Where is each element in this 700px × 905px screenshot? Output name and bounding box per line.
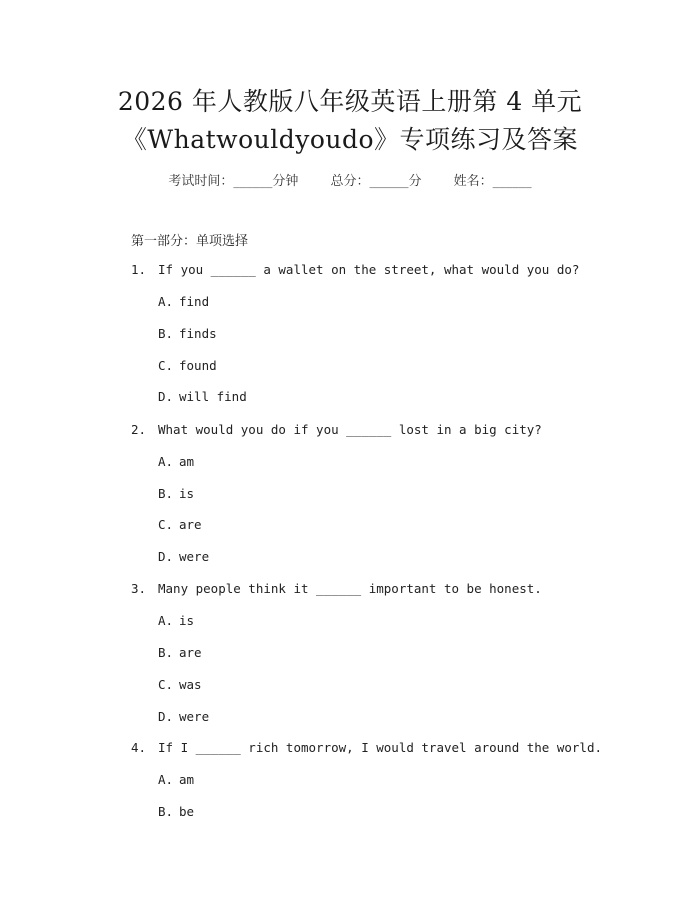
exam-meta xyxy=(0,170,700,189)
option-text: find xyxy=(179,294,210,309)
option-1-c xyxy=(158,358,217,373)
option-text: is xyxy=(179,486,195,501)
option-letter: C. xyxy=(158,677,174,692)
question-text: If I ______ rich tomorrow, I would travel around the world. xyxy=(158,740,603,755)
document-title-line-1: 2026 年人教版八年级英语上册第 4 单元 xyxy=(117,87,583,116)
option-3-b xyxy=(158,645,202,660)
section-title: 第一部分：单项选择 xyxy=(131,234,249,249)
option-text: am xyxy=(179,454,195,469)
question-3 xyxy=(131,581,542,596)
option-2-a xyxy=(158,454,194,469)
question-4 xyxy=(131,740,602,755)
option-letter: A. xyxy=(158,772,174,787)
option-letter: A. xyxy=(158,454,174,469)
option-letter: B. xyxy=(158,645,174,660)
option-text: were xyxy=(179,549,210,564)
question-number: 2. xyxy=(131,422,147,437)
option-text: be xyxy=(179,804,195,819)
question-number: 3. xyxy=(131,581,147,596)
total-score-label: 总分：______分 xyxy=(330,174,422,189)
option-text: are xyxy=(179,517,202,532)
option-1-a xyxy=(158,294,209,309)
option-2-b xyxy=(158,486,194,501)
document-title-line-2: 《Whatwouldyoudo》专项练习及答案 xyxy=(121,125,579,154)
question-number: 1. xyxy=(131,262,147,277)
option-letter: B. xyxy=(158,804,174,819)
option-4-a xyxy=(158,772,194,787)
option-letter: A. xyxy=(158,294,174,309)
question-number: 4. xyxy=(131,740,147,755)
option-text: are xyxy=(179,645,202,660)
option-2-d xyxy=(158,549,209,564)
question-2 xyxy=(131,422,542,437)
option-letter: A. xyxy=(158,613,174,628)
option-letter: B. xyxy=(158,326,174,341)
option-2-c xyxy=(158,517,202,532)
option-letter: D. xyxy=(158,389,174,404)
question-text: What would you do if you ______ lost in a big city? xyxy=(158,422,542,437)
question-1 xyxy=(131,262,579,277)
option-letter: D. xyxy=(158,709,174,724)
question-text: If you ______ a wallet on the street, what would you do? xyxy=(158,262,580,277)
option-text: found xyxy=(179,358,217,373)
option-text: finds xyxy=(179,326,217,341)
option-letter: D. xyxy=(158,549,174,564)
option-letter: B. xyxy=(158,486,174,501)
option-3-c xyxy=(158,677,202,692)
option-4-b xyxy=(158,804,194,819)
option-1-d xyxy=(158,389,247,404)
exam-time-label: 考试时间：______分钟 xyxy=(168,174,299,189)
option-text: was xyxy=(179,677,202,692)
option-text: were xyxy=(179,709,210,724)
name-label: 姓名：______ xyxy=(453,174,532,189)
option-3-d xyxy=(158,709,209,724)
option-3-a xyxy=(158,613,194,628)
option-1-b xyxy=(158,326,217,341)
option-text: am xyxy=(179,772,195,787)
option-text: is xyxy=(179,613,195,628)
option-letter: C. xyxy=(158,358,174,373)
option-text: will find xyxy=(179,389,247,404)
question-text: Many people think it ______ important to be honest. xyxy=(158,581,542,596)
option-letter: C. xyxy=(158,517,174,532)
